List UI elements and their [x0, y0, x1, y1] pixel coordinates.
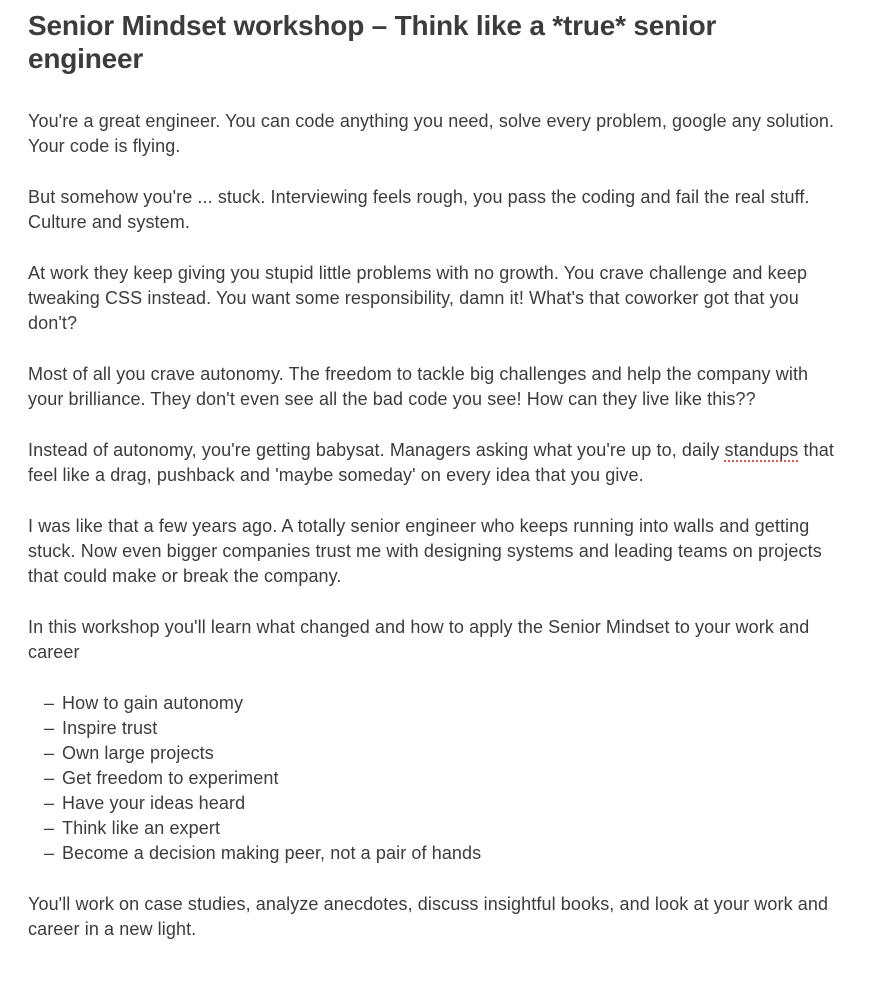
list-item[interactable] — [28, 766, 836, 791]
list-item[interactable] — [28, 741, 836, 766]
list-item-text[interactable]: Become a decision making peer, not a pair of hands — [62, 843, 482, 863]
page-title[interactable]: Senior Mindset workshop – Think like a *true* senior engineer — [28, 10, 717, 74]
paragraph-5[interactable] — [28, 438, 836, 488]
misspelled-word[interactable]: standups — [724, 440, 799, 460]
list-item-text[interactable]: Have your ideas heard — [62, 793, 246, 813]
list-bullet: – — [44, 743, 55, 763]
list-item[interactable] — [28, 691, 836, 716]
list-bullet: – — [44, 693, 55, 713]
workshop-topics-list[interactable] — [28, 691, 836, 866]
list-item[interactable] — [28, 816, 836, 841]
paragraph-7[interactable]: In this workshop you'll learn what changed and how to apply the Senior Mindset to your work and career — [28, 617, 810, 662]
list-bullet: – — [44, 793, 55, 813]
paragraph-6[interactable]: I was like that a few years ago. A totally senior engineer who keeps running into walls and getting stuck. Now even bigger companies trust me with designing systems and leading teams on projects that could make or break the company. — [28, 516, 822, 586]
list-item-text[interactable]: Inspire trust — [62, 718, 158, 738]
paragraph-5-before[interactable]: Instead of autonomy, you're getting babysat. Managers asking what you're up to, daily — [28, 440, 725, 460]
list-item-text[interactable]: Own large projects — [62, 743, 214, 763]
list-item[interactable] — [28, 716, 836, 741]
list-item-text[interactable]: How to gain autonomy — [62, 693, 244, 713]
paragraph-2[interactable]: But somehow you're ... stuck. Interviewing feels rough, you pass the coding and fail the real stuff. Culture and system. — [28, 187, 810, 232]
list-item[interactable] — [28, 791, 836, 816]
list-bullet: – — [44, 768, 55, 788]
list-item-text[interactable]: Think like an expert — [62, 818, 221, 838]
paragraph-1[interactable]: You're a great engineer. You can code anything you need, solve every problem, google any solution. Your code is flying. — [28, 111, 835, 156]
paragraph-5-after[interactable]: that feel like a drag, pushback and 'maybe someday' on every idea that you give. — [28, 440, 834, 485]
list-bullet: – — [44, 818, 55, 838]
paragraph-8[interactable]: You'll work on case studies, analyze anecdotes, discuss insightful books, and look at your work and career in a new light. — [28, 894, 829, 939]
list-item-text[interactable]: Get freedom to experiment — [62, 768, 279, 788]
paragraph-4[interactable]: Most of all you crave autonomy. The freedom to tackle big challenges and help the company with your brilliance. They don't even see all the bad code you see! How can they live like this?? — [28, 364, 809, 409]
list-bullet: – — [44, 843, 55, 863]
paragraph-3[interactable]: At work they keep giving you stupid little problems with no growth. You crave challenge and keep tweaking CSS instead. You want some responsibility, damn it! What's that coworker got that you don't? — [28, 263, 808, 333]
list-bullet: – — [44, 718, 55, 738]
list-item[interactable] — [28, 841, 836, 866]
